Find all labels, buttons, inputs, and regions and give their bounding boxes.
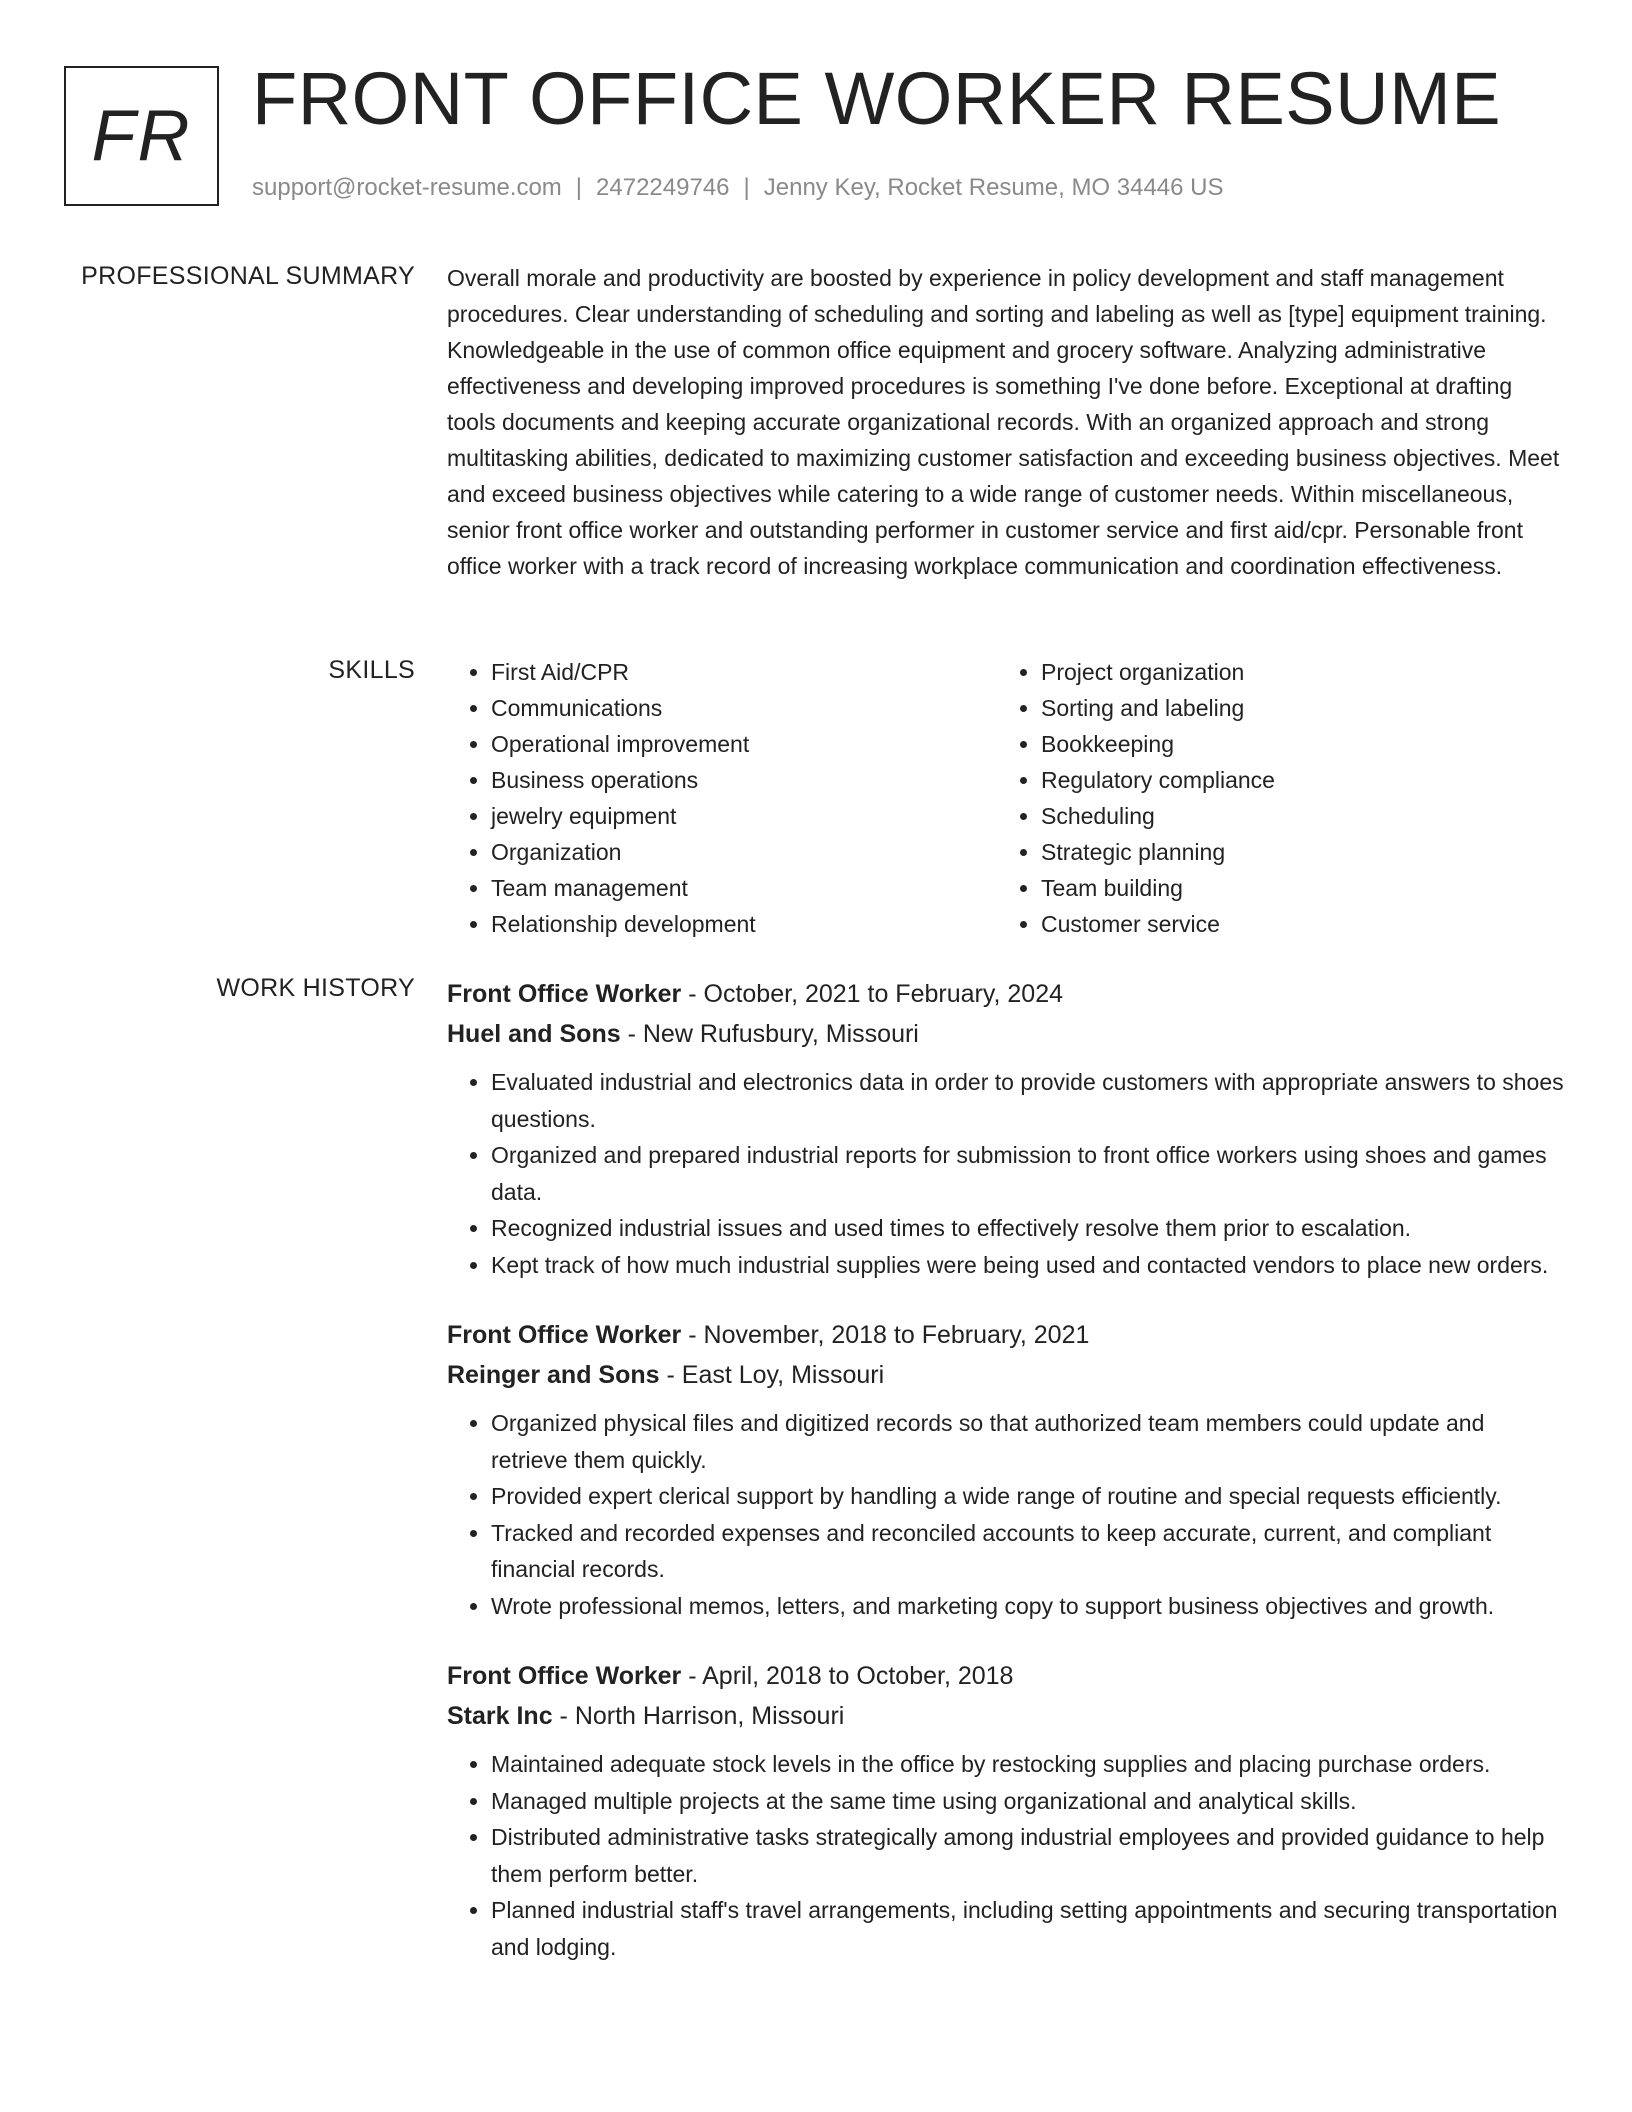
- job-company-line: [447, 1014, 1567, 1054]
- skill-item: • Project organization: [1041, 654, 1547, 690]
- skill-item: • Customer service: [1041, 906, 1547, 942]
- section-label-summary: PROFESSIONAL SUMMARY: [81, 262, 415, 290]
- job-title: Front Office Worker: [447, 1662, 682, 1690]
- page-title: FRONT OFFICE WORKER RESUME: [252, 57, 1502, 140]
- section-label-work-history: WORK HISTORY: [216, 974, 415, 1002]
- skill-item: • Strategic planning: [1041, 834, 1547, 870]
- job-bullets: [447, 1405, 1567, 1624]
- contact-phone[interactable]: 2472249746: [596, 174, 730, 201]
- summary-body: [447, 260, 1567, 584]
- job-title-line: [447, 974, 1567, 1014]
- job-bullet: • Evaluated industrial and electronics data in order to provide customers with appropriate answers to shoes questions.: [491, 1064, 1567, 1137]
- skills-grid: [447, 654, 1567, 942]
- skill-item: • Regulatory compliance: [1041, 762, 1547, 798]
- job-location: - New Rufusbury, Missouri: [620, 1020, 919, 1048]
- skill-item: • Scheduling: [1041, 798, 1547, 834]
- job-bullet: • Distributed administrative tasks strategically among industrial employees and provided guidance to help them perform better.: [491, 1819, 1567, 1892]
- job-company-line: [447, 1696, 1567, 1736]
- job-bullet: • Recognized industrial issues and used times to effectively resolve them prior to escalation.: [491, 1210, 1567, 1247]
- job-bullet: • Organized physical files and digitized records so that authorized team members could update and retrieve them quickly.: [491, 1405, 1567, 1478]
- skill-item: • Sorting and labeling: [1041, 690, 1547, 726]
- job-company: Reinger and Sons: [447, 1361, 660, 1389]
- contact-email[interactable]: support@rocket-resume.com: [252, 174, 562, 201]
- job-title: Front Office Worker: [447, 1321, 682, 1349]
- job-entry: [447, 1656, 1567, 1965]
- job-bullet: • Kept track of how much industrial supplies were being used and contacted vendors to place new orders.: [491, 1247, 1567, 1284]
- job-company-line: [447, 1355, 1567, 1395]
- job-entry: [447, 974, 1567, 1283]
- skills-list-right: [997, 654, 1547, 942]
- job-location: - East Loy, Missouri: [659, 1361, 885, 1389]
- job-dates: - October, 2021 to February, 2024: [681, 980, 1063, 1008]
- skill-item: • jewelry equipment: [491, 798, 997, 834]
- job-title-line: [447, 1656, 1567, 1696]
- work-history-body: [447, 974, 1567, 1997]
- skill-item: • Bookkeeping: [1041, 726, 1547, 762]
- job-bullet: • Maintained adequate stock levels in the office by restocking supplies and placing purchase orders.: [491, 1746, 1567, 1783]
- contact-address: Jenny Key, Rocket Resume, MO 34446 US: [763, 174, 1224, 201]
- monogram-logo: FR: [64, 66, 219, 206]
- job-title: Front Office Worker: [447, 980, 682, 1008]
- contact-separator: |: [575, 174, 583, 201]
- job-bullets: [447, 1064, 1567, 1283]
- section-label-skills: SKILLS: [328, 656, 415, 684]
- job-bullet: • Organized and prepared industrial reports for submission to front office workers using shoes and games data.: [491, 1137, 1567, 1210]
- job-dates: - November, 2018 to February, 2021: [681, 1321, 1090, 1349]
- job-entry: [447, 1315, 1567, 1624]
- skill-item: • Team management: [491, 870, 997, 906]
- job-company: Stark Inc: [447, 1702, 553, 1730]
- skills-body: [447, 654, 1567, 942]
- job-bullets: [447, 1746, 1567, 1965]
- job-bullet: • Tracked and recorded expenses and reconciled accounts to keep accurate, current, and compliant financial records.: [491, 1515, 1567, 1588]
- skill-item: • Team building: [1041, 870, 1547, 906]
- job-dates: - April, 2018 to October, 2018: [681, 1662, 1014, 1690]
- summary-text: Overall morale and productivity are boosted by experience in policy development and staff management procedures. Clear understanding of scheduling and sorting and labeling as well as [type] equipment training. Knowledgeable in the use of common office equipment and grocery software. Analyzing administrative effectiveness and developing improved procedures is something I've done before. Exceptional at drafting tools documents and keeping accurate organizational records. With an organized approach and strong multitasking abilities, dedicated to maximizing customer satisfaction and exceeding business objectives. Meet and exceed business objectives while catering to a wide range of customer needs. Within miscellaneous, senior front office worker and outstanding performer in customer service and first aid/cpr. Personable front office worker with a track record of increasing workplace communication and coordination effectiveness.: [447, 265, 1560, 579]
- skill-item: • First Aid/CPR: [491, 654, 997, 690]
- job-bullet: • Managed multiple projects at the same time using organizational and analytical skills.: [491, 1783, 1567, 1820]
- job-bullet: • Provided expert clerical support by handling a wide range of routine and special requests efficiently.: [491, 1478, 1567, 1515]
- skill-item: • Communications: [491, 690, 997, 726]
- skill-item: • Relationship development: [491, 906, 997, 942]
- job-location: - North Harrison, Missouri: [552, 1702, 845, 1730]
- job-title-line: [447, 1315, 1567, 1355]
- skill-item: • Operational improvement: [491, 726, 997, 762]
- job-bullet: • Planned industrial staff's travel arrangements, including setting appointments and securing transportation and lodging.: [491, 1892, 1567, 1965]
- job-bullet: • Wrote professional memos, letters, and marketing copy to support business objectives and growth.: [491, 1588, 1567, 1625]
- skill-item: • Organization: [491, 834, 997, 870]
- contact-separator: |: [743, 174, 750, 201]
- job-company: Huel and Sons: [447, 1020, 621, 1048]
- skill-item: • Business operations: [491, 762, 997, 798]
- contact-line: [252, 174, 1224, 202]
- skills-list-left: [447, 654, 997, 942]
